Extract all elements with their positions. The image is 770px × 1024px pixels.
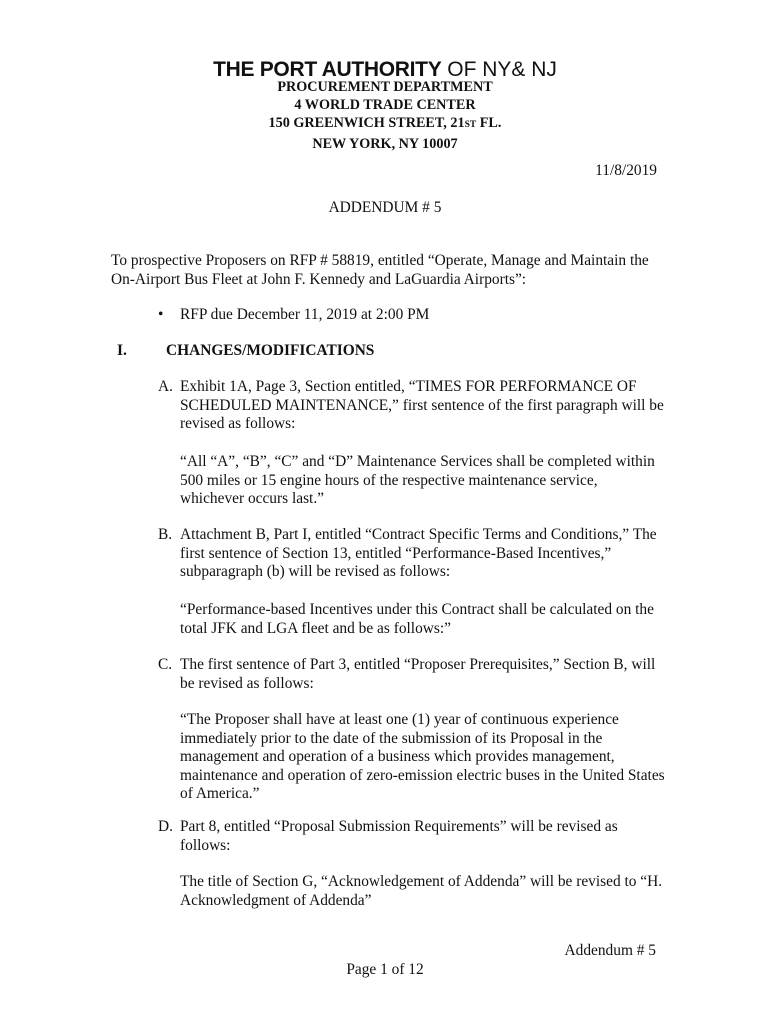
street-ordinal: ST [464, 120, 477, 131]
item-line: SCHEDULED MAINTENANCE,” first sentence of the first paragraph will be [180, 396, 664, 414]
intro-paragraph [111, 252, 671, 289]
letterhead-address [0, 78, 770, 153]
quote-line: “Performance-based Incentives under this Contract shall be calculated on the [180, 601, 654, 618]
change-item-b [158, 526, 668, 582]
revised-text-b [180, 601, 670, 638]
quote-line: Acknowledgment of Addenda” [180, 891, 372, 909]
item-line: Exhibit 1A, Page 3, Section entitled, “TIMES FOR PERFORMANCE OF [180, 378, 637, 395]
quote-line: of America.” [180, 785, 260, 803]
section-number: I. [117, 342, 127, 359]
bullet-icon: • [158, 306, 164, 323]
item-text [180, 378, 668, 434]
section-heading [117, 342, 374, 361]
item-line: follows: [180, 836, 231, 854]
quote-line: maintenance and operation of zero-emission electric buses in the United States [180, 766, 665, 784]
item-line: The first sentence of Part 3, entitled “Proposer Prerequisites,” Section B, will [180, 656, 656, 673]
intro-line: On-Airport Bus Fleet at John F. Kennedy and LaGuardia Airports”: [111, 270, 527, 288]
item-line: Attachment B, Part I, entitled “Contract Specific Terms and Conditions,” The [180, 526, 657, 543]
logo-light-text: OF NY& NJ [441, 58, 557, 81]
department-line: PROCUREMENT DEPARTMENT [277, 79, 493, 95]
page-number: Page 1 of 12 [346, 961, 424, 978]
quote-line: total JFK and LGA fleet and be as follows:” [180, 619, 451, 637]
quote-line: The title of Section G, “Acknowledgement of Addenda” will be revised to “H. [180, 873, 663, 890]
street-floor: FL. [476, 115, 502, 132]
item-text [180, 526, 668, 582]
quote-line: whichever occurs last.” [180, 490, 325, 508]
quote-line: “The Proposer shall have at least one (1) year of continuous experience [180, 711, 619, 728]
revised-text-c [180, 711, 670, 804]
item-letter: B. [158, 526, 173, 543]
quote-line: “All “A”, “B”, “C” and “D” Maintenance Services shall be completed within [180, 453, 655, 470]
addendum-title: ADDENDUM # 5 [328, 199, 442, 216]
change-item-a [158, 378, 668, 434]
quote-line: management and operation of a business which provides management, [180, 748, 615, 766]
quote-line: 500 miles or 15 engine hours of the respective maintenance service, [180, 471, 598, 489]
change-item-d [158, 818, 668, 855]
quote-line: immediately prior to the date of the submission of its Proposal in the [180, 729, 603, 747]
item-line: revised as follows: [180, 415, 296, 433]
revised-text-a [180, 453, 670, 509]
footer-addendum-label: Addendum # 5 [564, 942, 656, 959]
building-line: 4 WORLD TRADE CENTER [294, 97, 476, 114]
change-item-c [158, 656, 668, 693]
due-date-text: RFP due December 11, 2019 at 2:00 PM [180, 306, 430, 323]
item-line: be revised as follows: [180, 674, 314, 692]
intro-line: To prospective Proposers on RFP # 58819, entitled “Operate, Manage and Maintain the [111, 252, 649, 269]
document-date: 11/8/2019 [595, 162, 657, 179]
item-line: Part 8, entitled “Proposal Submission Requirements” will be revised as [180, 818, 618, 835]
revised-text-d [180, 873, 670, 910]
due-date-bullet [158, 306, 429, 325]
item-letter: D. [158, 818, 173, 835]
street-text: 150 GREENWICH STREET, 21 [268, 115, 465, 132]
city-line: NEW YORK, NY 10007 [312, 135, 458, 152]
item-letter: C. [158, 656, 173, 673]
item-text [180, 656, 668, 693]
street-line [0, 114, 770, 134]
section-title: CHANGES/MODIFICATIONS [166, 342, 375, 359]
item-line: first sentence of Section 13, entitled “Performance-Based Incentives,” [180, 544, 612, 562]
logo-bold-text: THE PORT AUTHORITY [213, 58, 442, 81]
item-text [180, 818, 668, 855]
item-letter: A. [158, 378, 173, 395]
item-line: subparagraph (b) will be revised as follows: [180, 563, 451, 581]
